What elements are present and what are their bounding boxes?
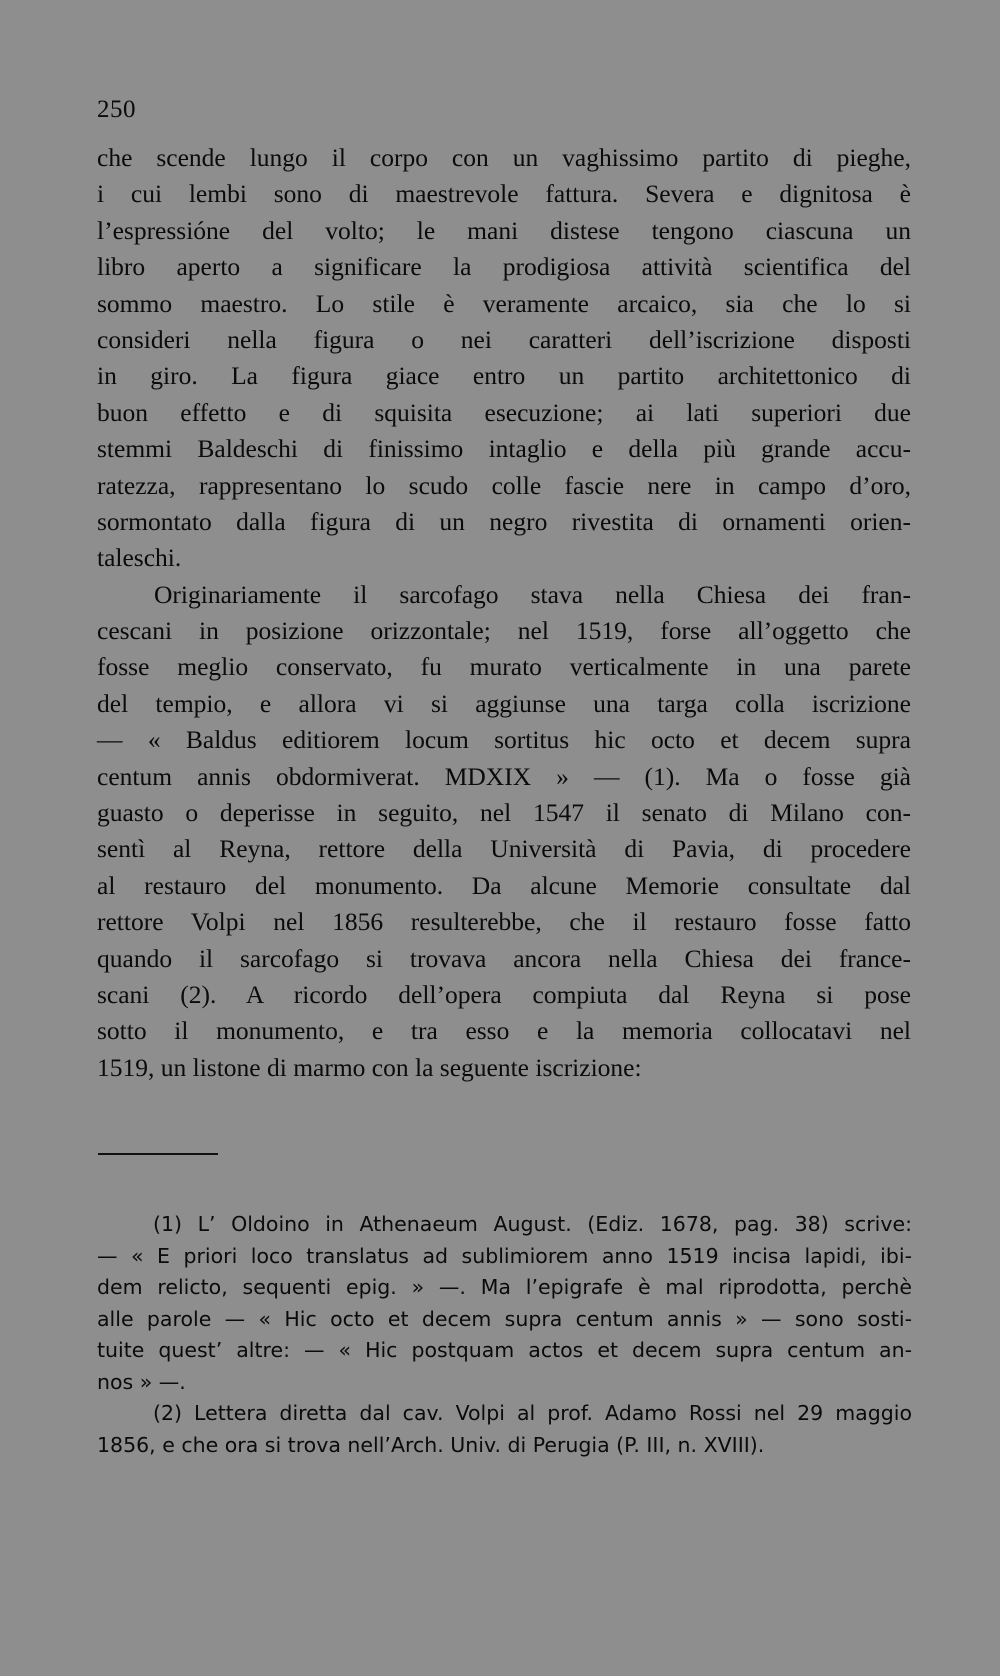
body-line: al restauro del monumento. Da alcune Memorie consultate dal xyxy=(97,870,911,900)
footnote-line: tuite quest’ altre: — « Hic postquam actos et decem supra centum an- xyxy=(97,1338,912,1362)
body-line: libro aperto a significare la prodigiosa attività scientifica del xyxy=(97,252,911,282)
body-line: taleschi. xyxy=(97,543,182,573)
body-line: buon effetto e di squisita esecuzione; ai lati superiori due xyxy=(97,397,911,427)
body-line: scani (2). A ricordo dell’opera compiuta dal Reyna si pose xyxy=(97,979,911,1009)
body-line: 1519, un listone di marmo con la seguente iscrizione: xyxy=(97,1052,642,1082)
footnote-line: — « E priori loco translatus ad sublimiorem anno 1519 incisa lapidi, ibi- xyxy=(97,1243,912,1268)
body-line: — « Baldus editiorem locum sortitus hic octo et decem supra xyxy=(97,725,911,755)
body-line: del tempio, e allora vi si aggiunse una targa colla iscrizione xyxy=(97,688,911,718)
body-text xyxy=(97,140,911,1086)
footnote-line: (2) Lettera diretta dal cav. Volpi al prof. Adamo Rossi nel 29 maggio xyxy=(153,1401,912,1425)
body-line: consideri nella figura o nei caratteri dell’iscrizione disposti xyxy=(97,324,911,354)
body-line: l’espressióne del volto; le mani distese tengono ciascuna un xyxy=(97,215,911,245)
footnotes xyxy=(97,1209,912,1461)
body-line: ratezza, rappresentano lo scudo colle fascie nere in campo d’oro, xyxy=(97,470,911,500)
body-line: stemmi Baldeschi di finissimo intaglio e della più grande accu- xyxy=(97,434,911,464)
footnote-line: (1) L’ Oldoino in Athenaeum August. (Ediz. 1678, pag. 38) scrive: xyxy=(153,1212,912,1236)
body-line: sentì al Reyna, rettore della Università di Pavia, di procedere xyxy=(97,834,911,864)
body-line: i cui lembi sono di maestrevole fattura. Severa e dignitosa è xyxy=(97,179,911,209)
body-line: in giro. La figura giace entro un partito architettonico di xyxy=(97,361,911,391)
footnote-line: 1856, e che ora si trova nell’Arch. Univ. di Perugia (P. III, n. XVIII). xyxy=(97,1432,765,1457)
body-line: che scende lungo il corpo con un vaghissimo partito di pieghe, xyxy=(97,143,911,172)
body-line: guasto o deperisse in seguito, nel 1547 il senato di Milano con- xyxy=(97,798,911,828)
body-line: centum annis obdormiverat. MDXIX » — (1). Ma o fosse già xyxy=(97,761,911,791)
footnote-separator xyxy=(98,1153,218,1155)
body-line: sommo maestro. Lo stile è veramente arcaico, sia che lo si xyxy=(97,288,911,318)
body-line: rettore Volpi nel 1856 resulterebbe, che il restauro fosse fatto xyxy=(97,907,911,937)
footnote-line: dem relicto, sequenti epig. » —. Ma l’epigrafe è mal riprodotta, perchè xyxy=(97,1275,912,1299)
page-number: 250 xyxy=(97,96,136,123)
body-line: cescani in posizione orizzontale; nel 1519, forse all’oggetto che xyxy=(97,616,911,646)
footnote-line: nos » —. xyxy=(97,1369,186,1394)
body-line: sotto il monumento, e tra esso e la memoria collocatavi nel xyxy=(97,1016,911,1046)
body-line: Originariamente il sarcofago stava nella Chiesa dei fran- xyxy=(154,579,911,609)
body-line: quando il sarcofago si trovava ancora nella Chiesa dei france- xyxy=(97,943,911,973)
body-line: fosse meglio conservato, fu murato verticalmente in una parete xyxy=(97,652,911,682)
footnote-line: alle parole — « Hic octo et decem supra centum annis » — sono sosti- xyxy=(97,1306,912,1331)
body-line: sormontato dalla figura di un negro rivestita di ornamenti orien- xyxy=(97,506,911,536)
